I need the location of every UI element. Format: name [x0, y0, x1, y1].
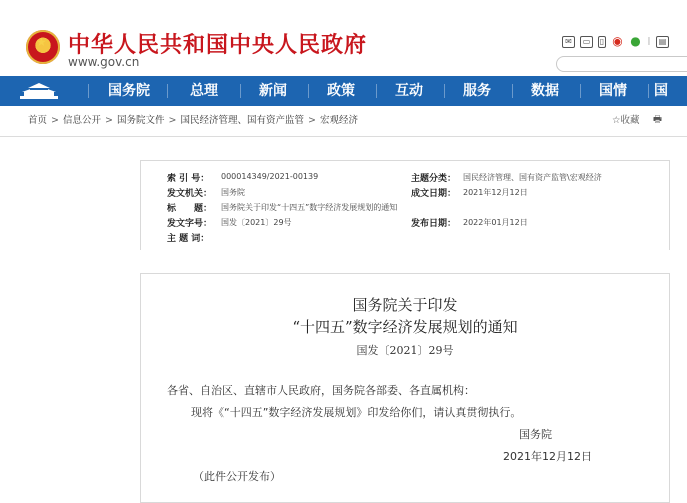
nav-separator [240, 84, 241, 98]
date-value: 2021年12月12日 [463, 188, 528, 197]
publish-value: 2022年01月12日 [463, 218, 528, 227]
breadcrumb-macro-economy[interactable]: 宏观经济 [319, 115, 358, 126]
nav-separator [167, 84, 168, 98]
nav-item-zhengce[interactable]: 政策 [327, 83, 355, 99]
docno-label: 发文字号： [167, 219, 213, 229]
doc-title-line2: “十四五”数字经济发展规划的通知 [292, 318, 518, 336]
nav-home-icon[interactable] [0, 76, 80, 106]
mobile-icon[interactable]: ▯ [599, 37, 605, 46]
doc-signer: 国务院 [519, 428, 552, 441]
nav-item-shuju[interactable]: 数据 [531, 83, 559, 99]
weibo-icon[interactable]: ◉ [612, 34, 623, 48]
desktop-icon[interactable]: ▭ [580, 36, 593, 48]
issuer-label: 发文机关： [167, 189, 213, 199]
date-label: 成文日期： [411, 189, 457, 199]
category-label: 主题分类： [411, 174, 457, 184]
main-nav [0, 76, 687, 106]
index-value: 000014349/2021-00139 [221, 172, 319, 181]
document-body [140, 273, 670, 503]
nav-separator [648, 84, 649, 98]
more-icon[interactable]: ▤ [656, 36, 669, 48]
breadcrumb-info-public[interactable]: 信息公开 [62, 115, 101, 126]
breadcrumb [28, 112, 358, 126]
national-emblem-logo[interactable]: ★ [26, 30, 60, 64]
search-input[interactable] [556, 56, 687, 72]
doc-sign-date: 2021年12月12日 [503, 450, 592, 463]
title-value: 国务院关于印发“十四五”数字经济发展规划的通知 [221, 203, 398, 212]
breadcrumb-economy[interactable]: 国民经济管理、国有资产监管 [180, 115, 304, 126]
title-label: 标 题： [167, 204, 213, 214]
doc-publish-note: （此件公开发布） [193, 470, 281, 483]
nav-item-truncated[interactable]: 国 [654, 83, 668, 99]
nav-separator [512, 84, 513, 98]
index-label: 索 引 号： [167, 174, 210, 184]
breadcrumb-home[interactable]: 首页 [28, 115, 48, 126]
nav-item-fuwu[interactable]: 服务 [463, 83, 491, 99]
nav-item-zongli[interactable]: 总理 [190, 83, 218, 99]
mail-icon[interactable]: ✉ [562, 36, 575, 48]
publish-label: 发布日期： [411, 219, 457, 229]
nav-separator [88, 84, 89, 98]
doc-title-line1: 国务院关于印发 [352, 296, 458, 314]
nav-separator [580, 84, 581, 98]
divider: | [647, 36, 651, 45]
favorite-button[interactable]: ☆收藏 [612, 115, 640, 126]
nav-separator [376, 84, 377, 98]
doc-paragraph: 现将《“十四五”数字经济发展规划》印发给你们，请认真贯彻执行。 [191, 406, 522, 419]
wechat-icon[interactable]: ● [630, 34, 641, 48]
breadcrumb-state-council-docs[interactable]: 国务院文件 [116, 115, 165, 126]
nav-separator [308, 84, 309, 98]
breadcrumb-separator: > [307, 115, 316, 126]
doc-number: 国发〔2021〕29号 [356, 344, 454, 357]
issuer-value: 国务院 [221, 188, 245, 197]
subject-label: 主 题 词： [167, 234, 210, 244]
nav-item-xinwen[interactable]: 新闻 [259, 83, 287, 99]
tiananmen-icon [18, 81, 60, 101]
nav-item-guowuyuan[interactable]: 国务院 [108, 83, 150, 99]
breadcrumb-separator: > [51, 115, 59, 126]
site-url[interactable]: www.gov.cn [68, 55, 140, 69]
header-tools [562, 35, 669, 49]
print-icon[interactable]: 🖶 [653, 114, 662, 125]
category-value: 国民经济管理、国有资产监管\宏观经济 [463, 173, 602, 182]
document-metadata [140, 160, 670, 250]
nav-item-hudong[interactable]: 互动 [395, 83, 423, 99]
divider [0, 136, 687, 137]
site-title[interactable]: 中华人民共和国中央人民政府 [68, 32, 368, 58]
nav-item-guoqing[interactable]: 国情 [599, 83, 627, 99]
breadcrumb-separator: > [105, 115, 113, 126]
site-header [0, 0, 687, 76]
doc-recipients: 各省、自治区、直辖市人民政府，国务院各部委、各直属机构： [167, 384, 475, 397]
nav-separator [444, 84, 445, 98]
docno-value: 国发〔2021〕29号 [221, 218, 292, 227]
breadcrumb-separator: > [168, 115, 177, 126]
